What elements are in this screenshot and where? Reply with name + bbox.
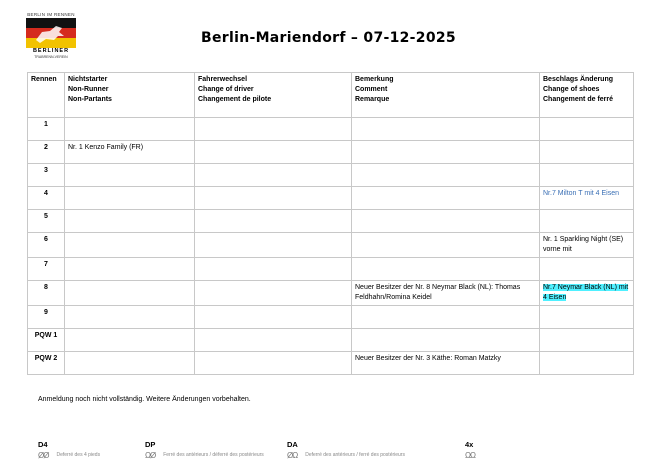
table-row xyxy=(28,306,634,329)
fahrerwechsel-cell xyxy=(195,141,352,164)
horseshoe-icon: ΩØ xyxy=(145,451,156,460)
fahrerwechsel-cell xyxy=(195,329,352,352)
nichtstarter-cell xyxy=(65,187,195,210)
bemerkung-cell xyxy=(352,187,540,210)
table-row xyxy=(28,281,634,306)
rennen-cell: 7 xyxy=(28,258,65,281)
legend-text: Deferré des 4 pieds xyxy=(56,452,101,458)
fahrerwechsel-cell xyxy=(195,306,352,329)
legend-4x xyxy=(465,440,525,460)
nichtstarter-cell xyxy=(65,118,195,141)
legend-dp xyxy=(145,440,280,460)
header-bemerkung: Bemerkung Comment Remarque xyxy=(352,73,540,118)
beschlag-cell xyxy=(540,281,634,306)
nichtstarter-cell xyxy=(65,164,195,187)
fahrerwechsel-cell xyxy=(195,352,352,375)
rennen-cell: 2 xyxy=(28,141,65,164)
rennen-cell: 6 xyxy=(28,233,65,258)
horseshoe-icon: ΩΩ xyxy=(465,451,475,460)
legend-da xyxy=(287,440,457,460)
beschlag-cell: Nr. 1 Sparkling Night (SE) vorne mit xyxy=(540,233,634,258)
bemerkung-cell: Neuer Besitzer der Nr. 8 Neymar Black (NL): Thomas Feldhahn/Romina Keidel xyxy=(352,281,540,306)
table-row xyxy=(28,141,634,164)
header-rennen: Rennen xyxy=(28,73,65,118)
header-fahrerwechsel: Fahrerwechsel Change of driver Changement de pilote xyxy=(195,73,352,118)
table-row xyxy=(28,187,634,210)
beschlag-cell xyxy=(540,306,634,329)
rennen-cell: PQW 1 xyxy=(28,329,65,352)
nichtstarter-cell xyxy=(65,281,195,306)
changes-table xyxy=(27,72,634,375)
table-row xyxy=(28,352,634,375)
legend-text: Deferré des antérieurs / ferré des postérieurs xyxy=(305,452,405,458)
fahrerwechsel-cell xyxy=(195,258,352,281)
bemerkung-cell xyxy=(352,258,540,281)
bemerkung-cell xyxy=(352,306,540,329)
logo-top-text: BERLIN IM RENNEN xyxy=(27,12,75,17)
bemerkung-cell xyxy=(352,233,540,258)
horseshoe-icon: ØΩ xyxy=(287,451,298,460)
bemerkung-cell: Neuer Besitzer der Nr. 3 Käthe: Roman Matzky xyxy=(352,352,540,375)
bemerkung-cell xyxy=(352,118,540,141)
legend-code: DA xyxy=(287,440,298,449)
nichtstarter-cell: Nr. 1 Kenzo Family (FR) xyxy=(65,141,195,164)
bemerkung-cell xyxy=(352,210,540,233)
bemerkung-cell xyxy=(352,329,540,352)
disclaimer-note: Anmeldung noch nicht vollständig. Weitere Änderungen vorbehalten. xyxy=(38,396,251,403)
fahrerwechsel-cell xyxy=(195,164,352,187)
beschlag-cell xyxy=(540,352,634,375)
beschlag-cell: Nr.7 Milton T mit 4 Eisen xyxy=(540,187,634,210)
bemerkung-cell xyxy=(352,164,540,187)
table-row xyxy=(28,164,634,187)
highlighted-shoe-change: Nr.7 Neymar Black (NL) mit 4 Eisen xyxy=(543,284,629,301)
bemerkung-cell xyxy=(352,141,540,164)
nichtstarter-cell xyxy=(65,306,195,329)
legend-code: 4x xyxy=(465,440,474,449)
fahrerwechsel-cell xyxy=(195,281,352,306)
header-beschlag: Beschlags Änderung Change of shoes Changement de ferré xyxy=(540,73,634,118)
table-row xyxy=(28,210,634,233)
nichtstarter-cell xyxy=(65,352,195,375)
beschlag-cell xyxy=(540,164,634,187)
rennen-cell: 4 xyxy=(28,187,65,210)
beschlag-cell xyxy=(540,210,634,233)
rennen-cell: 3 xyxy=(28,164,65,187)
table-row xyxy=(28,258,634,281)
logo-sub-text: TRABRENN-VEREIN xyxy=(34,55,68,59)
rennen-cell: 8 xyxy=(28,281,65,306)
table-row xyxy=(28,233,634,258)
legend-text: Ferré des antérieurs / déferré des postérieurs xyxy=(163,452,264,458)
fahrerwechsel-cell xyxy=(195,118,352,141)
rennen-cell: 1 xyxy=(28,118,65,141)
beschlag-cell xyxy=(540,118,634,141)
nichtstarter-cell xyxy=(65,258,195,281)
beschlag-cell xyxy=(540,141,634,164)
legend-code: D4 xyxy=(38,440,48,449)
horseshoe-icon: ØØ xyxy=(38,451,49,460)
rennen-cell: PQW 2 xyxy=(28,352,65,375)
page-title: Berlin-Mariendorf – 07-12-2025 xyxy=(201,30,456,46)
fahrerwechsel-cell xyxy=(195,210,352,233)
nichtstarter-cell xyxy=(65,210,195,233)
legend-d4 xyxy=(38,440,138,460)
table-row xyxy=(28,329,634,352)
fahrerwechsel-cell xyxy=(195,187,352,210)
table-header-row xyxy=(28,73,634,118)
rennen-cell: 9 xyxy=(28,306,65,329)
beschlag-cell xyxy=(540,329,634,352)
nichtstarter-cell xyxy=(65,233,195,258)
fahrerwechsel-cell xyxy=(195,233,352,258)
logo-bottom-text: BERLINER xyxy=(32,48,70,54)
header-nichtstarter: Nichtstarter Non-Runner Non-Partants xyxy=(65,73,195,118)
legend-code: DP xyxy=(145,440,156,449)
beschlag-cell xyxy=(540,258,634,281)
nichtstarter-cell xyxy=(65,329,195,352)
rennen-cell: 5 xyxy=(28,210,65,233)
table-row xyxy=(28,118,634,141)
